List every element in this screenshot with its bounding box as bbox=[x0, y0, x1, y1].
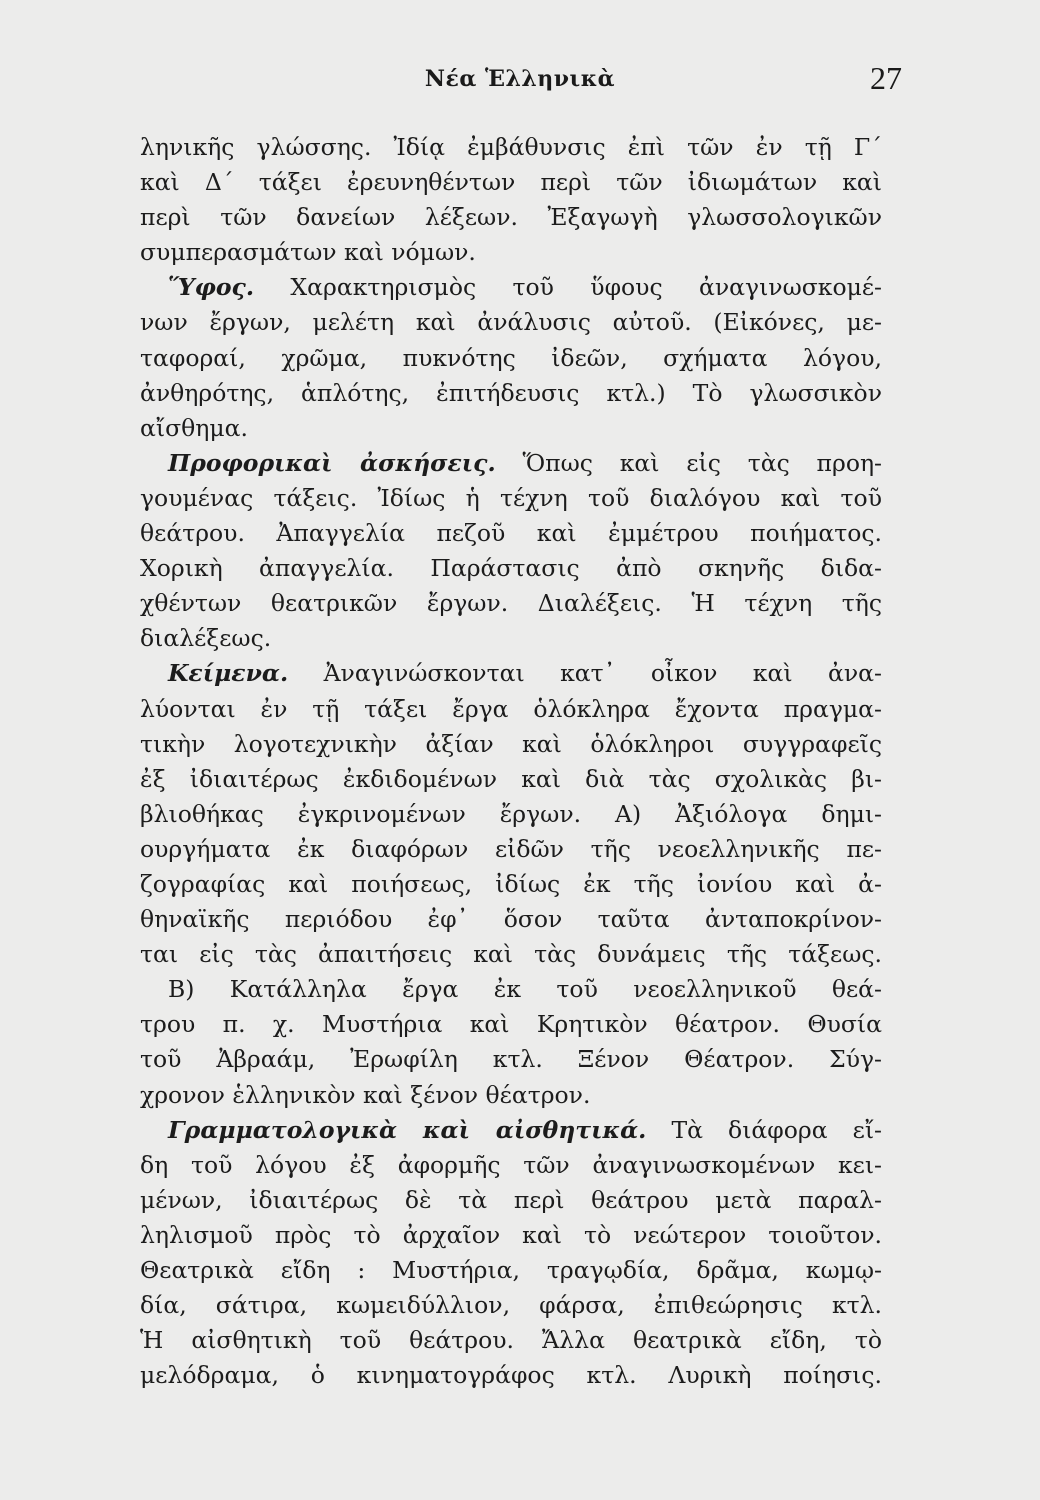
text-line bbox=[140, 832, 882, 867]
text-line bbox=[140, 797, 882, 832]
text-line bbox=[140, 1218, 882, 1253]
line-text: χρονον ἑλληνικὸν καὶ ξένον θέατρον. bbox=[140, 1080, 591, 1109]
line-text: μελόδραμα, ὁ κινηματογράφος κτλ. Λυρικὴ ποίησις. bbox=[140, 1361, 882, 1390]
text-line bbox=[140, 481, 882, 516]
line-text: συμπερασμάτων καὶ νόμων. bbox=[140, 238, 476, 267]
text-line bbox=[140, 200, 882, 235]
text-line bbox=[140, 656, 882, 691]
text-line bbox=[140, 376, 882, 411]
line-text: χθέντων θεατρικῶν ἔργων. Διαλέξεις. Ἡ τέχνη τῆς bbox=[140, 589, 882, 618]
text-line bbox=[140, 621, 882, 656]
line-text: ται εἰς τὰς ἀπαιτήσεις καὶ τὰς δυνάμεις τῆς τάξεως. bbox=[140, 940, 882, 969]
line-text: ζογραφίας καὶ ποιήσεως, ἰδίως ἐκ τῆς ἰονίου καὶ ἀ- bbox=[140, 869, 882, 898]
text-line bbox=[140, 446, 882, 481]
line-text: Ἀναγινώσκονται κατ᾽ οἶκον καὶ ἀνα- bbox=[288, 659, 882, 688]
line-text: ληνικῆς γλώσσης. Ἰδίᾳ ἐμβάθυνσις ἐπὶ τῶν ἐν τῇ Γ΄ bbox=[140, 133, 882, 161]
text-line bbox=[140, 1358, 882, 1393]
line-text: ἐξ ἰδιαιτέρως ἐκδιδομένων καὶ διὰ τὰς σχολικὰς βι- bbox=[140, 764, 882, 793]
page-number: 27 bbox=[870, 60, 902, 96]
text-line bbox=[140, 972, 882, 1007]
line-text: δη τοῦ λόγου ἐξ ἀφορμῆς τῶν ἀναγινωσκομένων κει- bbox=[140, 1150, 882, 1179]
line-text: ἀνθηρότης, ἁπλότης, ἐπιτήδευσις κτλ.) Τὸ γλωσσικὸν bbox=[140, 378, 882, 407]
line-text: μένων, ἰδιαιτέρως δὲ τὰ περὶ θεάτρου μετὰ παραλ- bbox=[140, 1185, 882, 1214]
line-text: Χαρακτηρισμὸς τοῦ ὕφους ἀναγινωσκομέ- bbox=[254, 273, 882, 302]
running-head bbox=[140, 60, 900, 100]
line-text: ληλισμοῦ πρὸς τὸ ἀρχαῖον καὶ τὸ νεώτερον τοιοῦτον. bbox=[140, 1220, 882, 1249]
text-line bbox=[140, 1253, 882, 1288]
section-heading: Γραμματολογικὰ καὶ αἰσθητικά. bbox=[168, 1115, 647, 1144]
line-text: καὶ Δ΄ τάξει ἐρευνηθέντων περὶ τῶν ἰδιωμάτων καὶ bbox=[140, 168, 882, 197]
body-text bbox=[140, 130, 882, 1393]
line-text: τρου π. χ. Μυστήρια καὶ Κρητικὸν θέατρον. Θυσία bbox=[140, 1010, 882, 1039]
text-line bbox=[140, 516, 882, 551]
line-text: θεάτρου. Ἀπαγγελία πεζοῦ καὶ ἐμμέτρου ποιήματος. bbox=[140, 519, 882, 548]
line-text: αἴσθημα. bbox=[140, 413, 248, 442]
text-line bbox=[140, 1078, 882, 1113]
text-line bbox=[140, 1113, 882, 1148]
text-line bbox=[140, 867, 882, 902]
line-text: τοῦ Ἀβραάμ, Ἐρωφίλη κτλ. Ξένον Θέατρον. Σύγ- bbox=[140, 1045, 882, 1074]
line-text: Β) Κατάλληλα ἔργα ἐκ τοῦ νεοελληνικοῦ θεά- bbox=[168, 975, 882, 1004]
text-line bbox=[140, 130, 882, 165]
line-text: τικὴν λογοτεχνικὴν ἀξίαν καὶ ὁλόκληροι συγγραφεῖς bbox=[140, 729, 882, 758]
text-line bbox=[140, 305, 882, 340]
section-heading: Προφορικαὶ ἀσκήσεις. bbox=[168, 448, 496, 477]
text-line bbox=[140, 165, 882, 200]
text-line bbox=[140, 551, 882, 586]
line-text: δία, σάτιρα, κωμειδύλλιον, φάρσα, ἐπιθεώρησις κτλ. bbox=[140, 1291, 882, 1320]
text-line bbox=[140, 270, 882, 305]
text-line bbox=[140, 411, 882, 446]
text-line bbox=[140, 937, 882, 972]
text-line bbox=[140, 762, 882, 797]
line-text: γουμένας τάξεις. Ἰδίως ἡ τέχνη τοῦ διαλόγου καὶ τοῦ bbox=[140, 483, 882, 512]
text-line bbox=[140, 1148, 882, 1183]
line-text: Ἡ αἰσθητικὴ τοῦ θεάτρου. Ἄλλα θεατρικὰ εἴδη, τὸ bbox=[140, 1326, 882, 1355]
line-text: νων ἔργων, μελέτη καὶ ἀνάλυσις αὐτοῦ. (Εἰκόνες, με- bbox=[140, 308, 882, 337]
text-line bbox=[140, 692, 882, 727]
text-line bbox=[140, 1042, 882, 1077]
line-text: θηναϊκῆς περιόδου ἐφ᾽ ὅσον ταῦτα ἀνταποκρίνον- bbox=[140, 905, 882, 934]
text-line bbox=[140, 341, 882, 376]
line-text: ταφοραί, χρῶμα, πυκνότης ἰδεῶν, σχήματα λόγου, bbox=[140, 343, 882, 372]
line-text: Θεατρικὰ εἴδη : Μυστήρια, τραγῳδία, δρᾶμα, κωμῳ- bbox=[140, 1256, 882, 1284]
text-line bbox=[140, 902, 882, 937]
section-heading: Ὕφος. bbox=[168, 273, 255, 302]
text-line bbox=[140, 1323, 882, 1358]
text-line bbox=[140, 586, 882, 621]
line-text: λύονται ἐν τῇ τάξει ἔργα ὁλόκληρα ἔχοντα πραγμα- bbox=[140, 694, 882, 723]
text-line bbox=[140, 235, 882, 270]
text-line bbox=[140, 1288, 882, 1323]
line-text: Χορικὴ ἀπαγγελία. Παράστασις ἀπὸ σκηνῆς διδα- bbox=[140, 554, 882, 583]
section-heading: Κείμενα. bbox=[168, 659, 289, 688]
text-line bbox=[140, 1007, 882, 1042]
text-line bbox=[140, 1183, 882, 1218]
line-text: περὶ τῶν δανείων λέξεων. Ἐξαγωγὴ γλωσσολογικῶν bbox=[140, 203, 882, 232]
line-text: βλιοθήκας ἐγκρινομένων ἔργων. Α) Ἀξιόλογα δημι- bbox=[140, 799, 882, 828]
running-title: Νέα Ἑλληνικὰ bbox=[424, 66, 616, 92]
line-text: Ὅπως καὶ εἰς τὰς προη- bbox=[495, 448, 882, 477]
line-text: ουργήματα ἐκ διαφόρων εἰδῶν τῆς νεοελληνικῆς πε- bbox=[140, 834, 882, 863]
text-line bbox=[140, 727, 882, 762]
line-text: διαλέξεως. bbox=[140, 624, 272, 653]
line-text: Τὰ διάφορα εἴ- bbox=[646, 1115, 882, 1144]
